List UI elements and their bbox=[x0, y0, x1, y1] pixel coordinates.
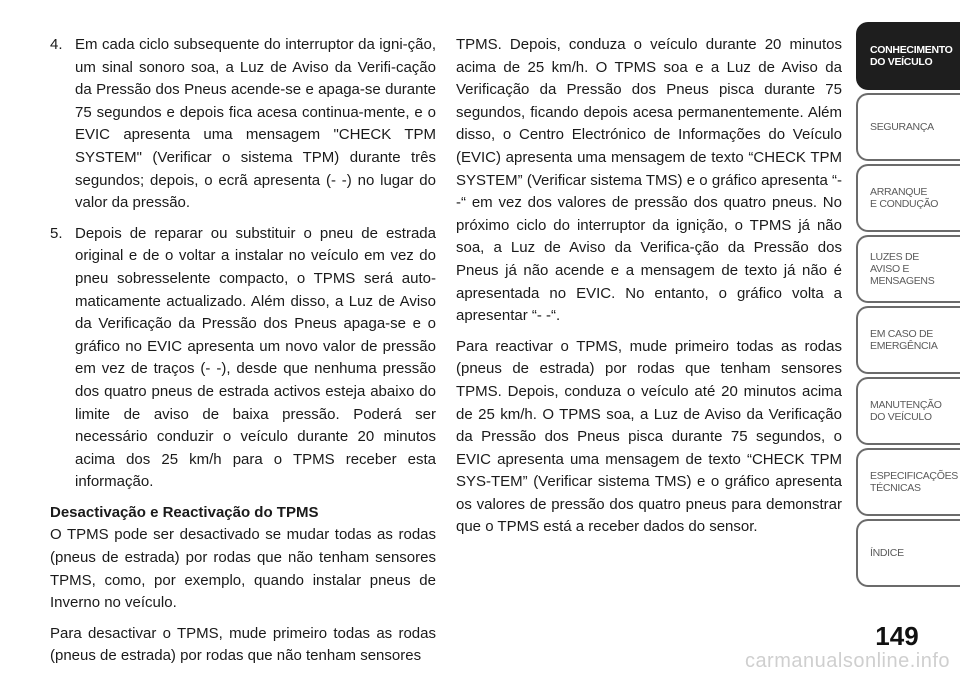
list-item-4 bbox=[50, 34, 436, 215]
right-column bbox=[456, 34, 842, 547]
tab-indice[interactable]: ÍNDICE bbox=[856, 519, 960, 587]
left-column bbox=[50, 34, 436, 676]
section-heading: Desactivação e Reactivação do TPMS bbox=[50, 503, 319, 521]
tab-seguranca[interactable]: SEGURANÇA bbox=[856, 93, 960, 161]
paragraph: Para desactivar o TPMS, mude primeiro todas as rodas (pneus de estrada) por rodas que não tenham sensores bbox=[50, 624, 436, 665]
tab-manutencao[interactable]: MANUTENÇÃO DO VEÍCULO bbox=[856, 377, 960, 445]
paragraph: TPMS. Depois, conduza o veículo durante 20 minutos acima de 25 km/h. O TPMS soa e a Luz de Aviso da Verificação da Pressão dos Pneus pisca durante 75 segundos, ficando depois acesa permanentemente. Além disso, o Centro Electrónico de Informações do Veículo (EVIC) apresenta uma mensagem de texto “CHECK TPM SYSTEM” (Verificar sistema TMS) e o gráfico apresenta “- -“ em vez dos valores de pressão dos quatro pneus. No próximo ciclo do interruptor da ignição, o TPMS já não soa, a Luz de Aviso da Verifica-ção da Pressão dos Pneus já não acende e a mensagem de texto já não é apresentada no EVIC. No entanto, o gráfico volta a apresentar “- -“. bbox=[456, 36, 842, 325]
list-number: 5. bbox=[50, 224, 63, 242]
list-item-text: Em cada ciclo subsequente do interruptor da igni-ção, um sinal sonoro soa, a Luz de Aviso da Verifi-cação da Pressão dos Pneus acende-se e apaga-se durante 75 segundos e depois fica acesa continua-mente, e o EVIC apresenta uma mensagem "CHECK TPM SYSTEM" (Verificar o sistema TPM) durante três segundos; depois, o ecrã apresenta (- -) no lugar do valor da pressão. bbox=[75, 36, 436, 212]
watermark: carmanualsonline.info bbox=[744, 650, 950, 672]
paragraph: Para reactivar o TPMS, mude primeiro todas as rodas (pneus de estrada) por rodas que tenham sensores TPMS. Depois, conduza o veículo até 20 minutos acima de 25 km/h. O TPMS soa, a Luz de Aviso da Verificação da Pressão dos Pneus pisca durante 75 segundos, o EVIC apresenta uma mensagem de texto “CHECK TPM SYS-TEM” (Verificar sistema TMS) e o gráfico apresenta os valores de pressão dos quatro pneus para demonstrar que o TPMS está a receber dados do sensor. bbox=[456, 337, 842, 536]
list-item-5 bbox=[50, 223, 436, 494]
tab-arranque-e-conducao[interactable]: ARRANQUE E CONDUÇÃO bbox=[856, 164, 960, 232]
tab-especificacoes-tecnicas[interactable]: ESPECIFICAÇÕES TÉCNICAS bbox=[856, 448, 960, 516]
chapter-tabs bbox=[856, 22, 960, 590]
list-number: 4. bbox=[50, 36, 63, 53]
page-number: 149 bbox=[875, 621, 919, 651]
list-item-text: Depois de reparar ou substituir o pneu de estrada original e de o voltar a instalar no veículo em vez do pneu sobresselente compacto, o TPMS será auto-maticamente actualizado. Além disso, a Luz de Aviso da Verificação da Pressão dos Pneus apaga-se e o gráfico no EVIC apresenta um novo valor de pressão em vez de traços (- -), desde que nenhuma pressão dos quatro pneus de estrada activos esteja abaixo do limite de aviso de baixa pressão. Poderá ser necessário conduzir o veículo durante 20 minutos acima dos 25 km/h para o TPMS receber esta informação. bbox=[75, 224, 436, 491]
tab-conhecimento-do-veiculo[interactable]: CONHECIMENTO DO VEÍCULO bbox=[856, 22, 960, 90]
paragraph: O TPMS pode ser desactivado se mudar todas as rodas (pneus de estrada) por rodas que não tenham sensores TPMS, como, por exemplo, quando instalar pneus de Inverno no veículo. bbox=[50, 526, 436, 612]
tab-em-caso-de-emergencia[interactable]: EM CASO DE EMERGÊNCIA bbox=[856, 306, 960, 374]
tab-luzes-de-aviso[interactable]: LUZES DE AVISO E MENSAGENS bbox=[856, 235, 960, 303]
